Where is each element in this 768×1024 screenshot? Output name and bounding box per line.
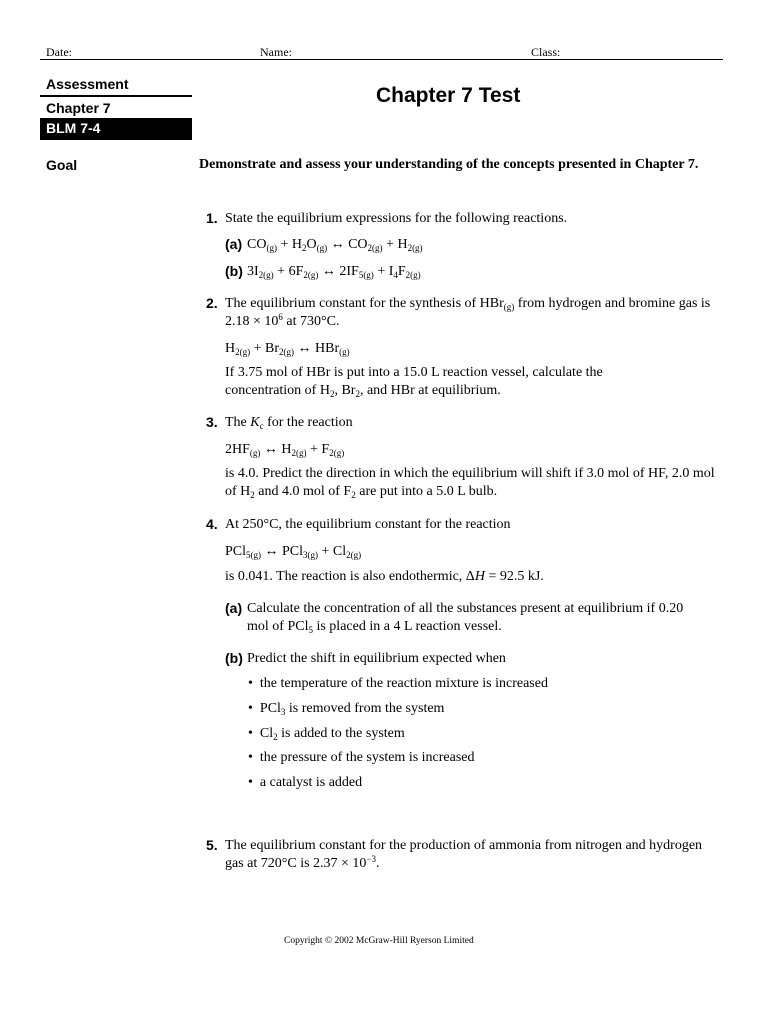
q3-text2: is 4.0. Predict the direction in which the equilibrium will shift if 3.0 mol of HF, 2.0 mol of $H_2$ and 4.0 mol of $F_2$ are put into a 5.0 L bulb.: [225, 466, 715, 500]
q4b-label: (b): [225, 650, 243, 666]
q3-text: The $K_c$ for the reaction: [225, 415, 353, 431]
blm-label: BLM 7-4: [46, 120, 101, 136]
page-title: Chapter 7 Test: [376, 84, 521, 107]
q2-number: 2.: [206, 295, 218, 311]
goal-text: Demonstrate and assess your understanding of the concepts presented in Chapter 7.: [199, 157, 699, 172]
q4-equation: PCl$_{5(g)}$ ↔ $PCl_{3(g)} + Cl_{2(g)}$: [225, 544, 362, 560]
date-label: Date:: [46, 45, 72, 59]
q2-text2: If 3.75 mol of HBr is put into a 15.0 L reaction vessel, calculate the concentration of $H_2$, $Br_2$, and HBr at equilibrium.: [225, 365, 603, 399]
q4-number: 4.: [206, 516, 218, 532]
q4b-bullet-5: • a catalyst is added: [248, 775, 363, 790]
q4-text: At 250°C, the equilibrium constant for the reaction: [225, 517, 511, 532]
q1b-label: (b): [225, 263, 243, 279]
q5-number: 5.: [206, 837, 218, 853]
q4b-bullet-3: • $Cl_2$ is added to the system: [248, 726, 405, 742]
q4b-bullet-2: • PCl$_3$ is removed from the system: [248, 701, 445, 717]
q1-prompt: State the equilibrium expressions for the following reactions.: [225, 211, 568, 226]
bullet-text: the pressure of the system is increased: [259, 750, 475, 765]
q1b-equation: $3I_{2(g)} + 6F_{2(g)}$ ↔ $2IF_{5(g)} + I_4F_{2(g)}$: [247, 264, 421, 280]
bullet-text: the temperature of the reaction mixture is increased: [259, 676, 548, 691]
q1a-equation: $CO_{(g)} + H_2O_{(g)}$ ↔ $CO_{2(g)} + H_{2(g)}$: [247, 237, 423, 253]
blm-badge: [40, 119, 192, 140]
class-label: Class:: [531, 45, 561, 59]
q4b-bullet-4: • the pressure of the system is increased: [248, 750, 475, 765]
bullet-text: a catalyst is added: [259, 775, 363, 790]
sidebar-rule: [40, 95, 192, 97]
q1a-label: (a): [225, 236, 243, 252]
q4-text2: is 0.041. The reaction is also endothermic, ΔH = 92.5 kJ.: [225, 569, 544, 584]
goal-label: Goal: [46, 157, 78, 173]
q4a-label: (a): [225, 600, 243, 616]
q2-equation: $H_{2(g)} + Br_{2(g)}$ ↔ HBr$_{(g)}$: [225, 341, 350, 357]
q3-equation: $2HF_{(g)}$ ↔ $H_{2(g)} + F_{2(g)}$: [225, 442, 345, 458]
chapter-label: Chapter 7: [46, 100, 111, 116]
copyright: Copyright © 2002 McGraw-Hill Ryerson Limited: [284, 936, 474, 946]
q4b-bullet-1: • the temperature of the reaction mixture is increased: [248, 676, 548, 691]
q2-text: The equilibrium constant for the synthesis of HBr$_{(g)}$ from hydrogen and bromine gas is $2.18 \times 10^6$ at 730°C.: [225, 296, 711, 329]
assessment-label: Assessment: [46, 76, 129, 92]
q3-number: 3.: [206, 414, 218, 430]
q4a-text: Calculate the concentration of all the substances present at equilibrium if 0.20 mol of PCl$_5$ is placed in a 4 L reaction vessel.: [247, 601, 684, 635]
q4b-text: Predict the shift in equilibrium expected when: [247, 651, 506, 666]
name-label: Name:: [260, 45, 292, 59]
header-rule: [40, 59, 723, 60]
q5-text: The equilibrium constant for the production of ammonia from nitrogen and hydrogen gas at 720°C is $2.37 \times 10^{-3}$.: [225, 838, 703, 871]
q1-number: 1.: [206, 210, 218, 226]
